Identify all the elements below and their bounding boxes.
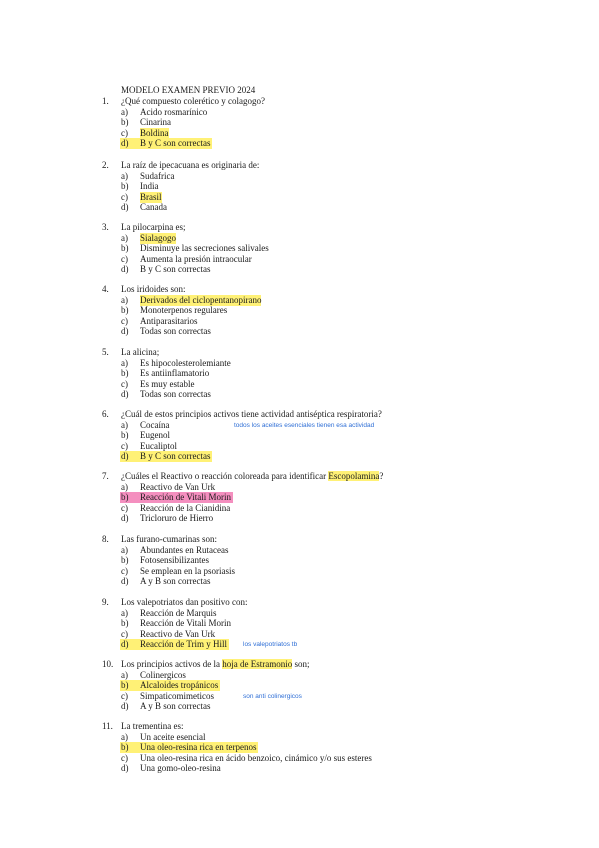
option-text: Una oleo-resina rica en terpenos xyxy=(140,742,257,752)
option-letter: d) xyxy=(121,639,129,649)
option-text: Canada xyxy=(140,202,167,212)
option-text: A y B son correctas xyxy=(140,701,211,711)
option-text: Reacción de Marquis xyxy=(140,608,217,618)
option-text: Se emplean en la psoriasis xyxy=(140,566,235,576)
option-letter: a) xyxy=(121,670,128,680)
option-text: Aumenta la presión intraocular xyxy=(140,254,252,264)
option-text: Tricloruro de Hierro xyxy=(140,513,214,523)
option-text: Brasil xyxy=(140,192,162,202)
option-letter: d) xyxy=(121,576,129,586)
option-text: Reacción de la Cianidina xyxy=(140,503,231,513)
option-text: Antiparasitarios xyxy=(140,316,198,326)
option-letter: d) xyxy=(121,389,129,399)
question-number: 6. xyxy=(102,409,109,419)
question-number: 2. xyxy=(102,160,109,170)
question-text-part: Las furano-cumarinas son: xyxy=(121,534,217,544)
option-letter: c) xyxy=(121,566,128,576)
question-text-part: La raíz de ipecacuana es originaria de: xyxy=(121,160,260,170)
question-text xyxy=(121,96,265,107)
option-letter: d) xyxy=(121,264,129,274)
question-text-part: ¿Cuál de estos principios activos tiene actividad antiséptica respiratoria? xyxy=(121,409,382,419)
question-text-part: La alicina; xyxy=(121,347,160,357)
option-letter: b) xyxy=(121,618,129,628)
option-letter: d) xyxy=(121,451,129,461)
question-number: 8. xyxy=(102,534,109,544)
option-letter: a) xyxy=(121,482,128,492)
question-text-part: ? xyxy=(379,471,384,481)
document-title: MODELO EXAMEN PREVIO 2024 xyxy=(121,85,256,95)
option-letter: b) xyxy=(121,368,129,378)
option-text: Un aceite esencial xyxy=(140,732,206,742)
question-text xyxy=(121,721,183,732)
option-letter: a) xyxy=(121,358,128,368)
option-letter: b) xyxy=(121,243,129,253)
option-text: Reactivo de Van Urk xyxy=(140,482,216,492)
question-text xyxy=(121,471,383,482)
option-letter: b) xyxy=(121,117,129,127)
option-text: Sudafrica xyxy=(140,171,175,181)
option-letter: c) xyxy=(121,753,128,763)
option-text: B y C son correctas xyxy=(140,451,211,461)
option-text: Es hipocolesterolemiante xyxy=(140,358,231,368)
question-text xyxy=(121,534,217,545)
option-letter: a) xyxy=(121,107,128,117)
option-text: Boldina xyxy=(140,128,169,138)
option-letter: a) xyxy=(121,295,128,305)
option-text: Cinarina xyxy=(140,117,171,127)
question-number: 10. xyxy=(102,659,114,669)
option-text: Todas son correctas xyxy=(140,389,211,399)
option-letter: a) xyxy=(121,545,128,555)
option-text: Una gomo-oleo-resina xyxy=(140,763,221,773)
question-text-part: Los principios activos de la xyxy=(121,659,223,669)
option-text: Eugenol xyxy=(140,430,170,440)
option-letter: b) xyxy=(121,430,129,440)
question-text-part: ¿Cuáles el Reactivo o reacción coloreada para identificar xyxy=(121,471,329,481)
option-letter: b) xyxy=(121,181,129,191)
handwritten-note: todos los aceites esenciales tienen esa actividad xyxy=(234,422,375,429)
question-text xyxy=(121,409,382,420)
option-letter: b) xyxy=(121,742,129,752)
option-letter: b) xyxy=(121,305,129,315)
question-number: 5. xyxy=(102,347,109,357)
option-text: Reacción de Trim y Hill xyxy=(140,639,227,649)
option-letter: d) xyxy=(121,701,129,711)
option-text: Colinergicos xyxy=(140,670,186,680)
option-letter: a) xyxy=(121,171,128,181)
option-letter: b) xyxy=(121,492,129,502)
option-text: B y C son correctas xyxy=(140,264,211,274)
question-text xyxy=(121,659,309,670)
question-number: 1. xyxy=(102,96,109,106)
option-text: Disminuye las secreciones salivales xyxy=(140,243,269,253)
question-number: 4. xyxy=(102,284,109,294)
question-text-part: Los iridoides son: xyxy=(121,284,186,294)
question-text-part: La trementina es: xyxy=(121,721,184,731)
option-letter: c) xyxy=(121,254,128,264)
option-letter: c) xyxy=(121,192,128,202)
question-text-part: La pilocarpina es; xyxy=(121,222,186,232)
question-number: 7. xyxy=(102,471,109,481)
option-text: India xyxy=(140,181,159,191)
option-letter: d) xyxy=(121,326,129,336)
option-text: Alcaloides tropánicos xyxy=(140,680,219,690)
option-text: Cocaína xyxy=(140,420,170,430)
option-text: A y B son correctas xyxy=(140,576,211,586)
option-text: Reactivo de Van Urk xyxy=(140,629,216,639)
option-letter: c) xyxy=(121,316,128,326)
option-letter: a) xyxy=(121,233,128,243)
option-letter: d) xyxy=(121,138,129,148)
question-text-part: ¿Qué compuesto colerético y colagogo? xyxy=(121,96,265,106)
question-number: 9. xyxy=(102,597,109,607)
option-letter: d) xyxy=(121,202,129,212)
option-text: Fotosensibilizantes xyxy=(140,555,209,565)
option-letter: c) xyxy=(121,128,128,138)
option-text: Una oleo-resina rica en ácido benzoico, cinámico y/o sus esteres xyxy=(140,753,372,763)
question-text xyxy=(121,222,185,233)
highlighted-term: hoja de Estramonio xyxy=(222,659,293,669)
question-text-part: Los valepotriatos dan positivo con: xyxy=(121,597,248,607)
option-text: Monoterpenos regulares xyxy=(140,305,228,315)
option-letter: d) xyxy=(121,513,129,523)
option-text: Todas son correctas xyxy=(140,326,211,336)
question-text-part: son; xyxy=(292,659,310,669)
option-text: Derivados del ciclopentanopirano xyxy=(140,295,262,305)
question-text xyxy=(121,284,186,295)
option-letter: c) xyxy=(121,379,128,389)
question-number: 11. xyxy=(102,721,113,731)
highlighted-term: Escopolamina xyxy=(328,471,380,481)
option-text: Simpaticomimeticos xyxy=(140,691,214,701)
option-text: Eucaliptol xyxy=(140,441,177,451)
option-text: Reacción de Vitali Morin xyxy=(140,618,232,628)
question-text xyxy=(121,347,159,358)
option-text: Sialagogo xyxy=(140,233,176,243)
option-letter: c) xyxy=(121,629,128,639)
option-text: Es muy estable xyxy=(140,379,195,389)
question-text xyxy=(121,597,247,608)
option-letter: b) xyxy=(121,555,129,565)
question-number: 3. xyxy=(102,222,109,232)
option-text: Acido rosmarínico xyxy=(140,107,208,117)
option-text: B y C son correctas xyxy=(140,138,211,148)
option-letter: a) xyxy=(121,420,128,430)
option-letter: b) xyxy=(121,680,129,690)
option-letter: a) xyxy=(121,608,128,618)
option-letter: c) xyxy=(121,441,128,451)
handwritten-note: los valepotriatos tb xyxy=(243,641,298,648)
option-letter: d) xyxy=(121,763,129,773)
question-text xyxy=(121,160,259,171)
handwritten-note: son anti colinergicos xyxy=(243,693,302,700)
option-text: Es antiinflamatorio xyxy=(140,368,210,378)
option-text: Reacción de Vitali Morin xyxy=(140,492,232,502)
option-letter: c) xyxy=(121,503,128,513)
option-text: Abundantes en Rutaceas xyxy=(140,545,229,555)
option-letter: a) xyxy=(121,732,128,742)
option-letter: c) xyxy=(121,691,128,701)
